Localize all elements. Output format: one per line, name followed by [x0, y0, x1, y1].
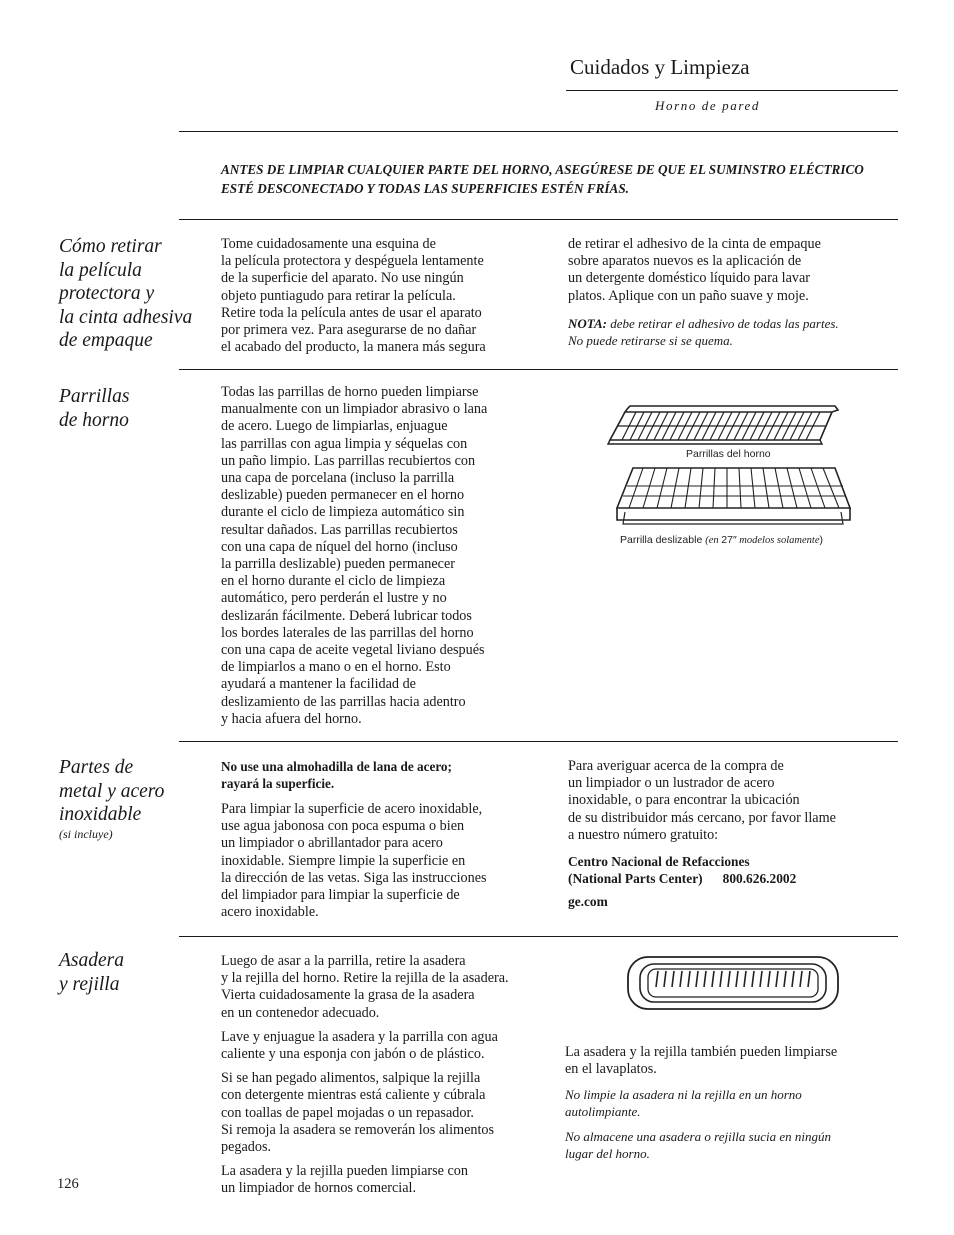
- section-heading-racks: Parrillas de horno: [59, 386, 130, 431]
- pan-dishwasher-text: La asadera y la rejilla también pueden limpiarse en el lavaplatos.: [565, 1044, 838, 1078]
- sliding-rack-caption: Parrilla deslizable (en 27″ modelos solamente): [620, 534, 823, 546]
- section-subheading-steel: (si incluye): [59, 827, 113, 841]
- film-text-col1: Tome cuidadosamente una esquina de la película protectora y despéguela lentamente de la superficie del aparato. No use ningún objeto puntiagudo para retirar la película. Retire toda la película antes de usar el aparato por primera vez. Para asegurarse de no dañar el acabado del producto, la manera más segura: [221, 236, 486, 356]
- section-heading-pan: Asadera y rejilla: [59, 950, 124, 995]
- pan-note-2: No almacene una asadera o rejilla sucia en ningún lugar del horno.: [565, 1129, 831, 1161]
- section-divider: [179, 936, 898, 937]
- website-link[interactable]: ge.com: [568, 894, 608, 909]
- section-divider: [179, 219, 898, 220]
- section-heading-steel: Partes de metal y acero inoxidable: [59, 757, 165, 825]
- phone-number: 800.626.2002: [722, 871, 797, 887]
- steel-warning: No use una almohadilla de lana de acero; rayará la superficie.: [221, 759, 452, 792]
- pan-note-1: No limpie la asadera ni la rejilla en un horno autolimpiante.: [565, 1087, 802, 1119]
- rack-caption: Parrillas del horno: [686, 448, 771, 460]
- film-note: NOTA: debe retirar el adhesivo de todas las partes. No puede retirarse si se quema.: [568, 316, 839, 348]
- section-divider: [179, 741, 898, 742]
- sliding-rack-icon: [605, 464, 855, 530]
- oven-rack-icon: [600, 400, 850, 450]
- parts-center-contact: Centro Nacional de Refacciones (National Parts Center) 800.626.2002: [568, 854, 797, 887]
- page-number: 126: [57, 1176, 79, 1192]
- racks-text: Todas las parrillas de horno pueden limpiarse manualmente con un limpiador abrasivo o lana de acero. Luego de limpiarlas, enjuague las parrillas con agua limpia y séquelas con un paño limpio. Las parrillas recubiertos con una capa de porcelana (incluso la parrilla deslizable) pueden permanecer en el horno durante el ciclo de limpieza automático sin resultar dañados. Las parrillas recubiertos con una capa de níquel del horno (incluso la parrilla deslizable) pueden permanecer en el horno durante el ciclo de limpieza automático, pero perderán el lustre y no deslizarán fácilmente. Deberá lubricar todos los bordes laterales de las parrillas del horno con una capa de aceite vegetal liviano después de limpiarlos a mano o en el horno. Esto ayudará a mantener la facilidad de deslizamiento de las parrillas hacia adentro y hacia afuera del horno.: [221, 384, 488, 727]
- page-subtitle: Horno de pared: [655, 98, 760, 113]
- section-heading-film: Cómo retirar la película protectora y la cinta adhesiva de empaque: [59, 236, 193, 351]
- section-divider: [179, 369, 898, 370]
- header-rule: [566, 90, 898, 91]
- safety-warning: ANTES DE LIMPIAR CUALQUIER PARTE DEL HORNO, ASEGÚRESE DE QUE EL SUMINSTRO ELÉCTRICO ESTÉ DESCONECTADO Y TODAS LAS SUPERFICIES ESTÉN FRÍAS.: [221, 162, 864, 196]
- steel-text-col2: Para averiguar acerca de la compra de un limpiador o un lustrador de acero inoxidable, o para encontrar la ubicación de su distribuidor más cercano, por favor llame a nuestro número gratuito:: [568, 758, 836, 843]
- page-title: Cuidados y Limpieza: [570, 55, 750, 79]
- pan-text: Luego de asar a la parrilla, retire la asadera y la rejilla del horno. Retire la rejilla de la asadera. Vierta cuidadosamente la grasa de la asadera en un contenedor adecuado. Lave y enjuague la asadera y la parrilla con agua caliente y una esponja con jabón o de plástico. Si se han pegado alimentos, salpique la rejilla con detergente mientras está caliente y cúbrala con toallas de papel mojadas o un repasador. Si remoja la asadera se removerán los alimentos pegados. La asadera y la rejilla pueden limpiarse con un limpiador de hornos comercial.: [221, 953, 509, 1197]
- steel-text-col1: Para limpiar la superficie de acero inoxidable, use agua jabonosa con poca espuma o bien un limpiador o abrillantador para acero inoxidable. Siempre limpie la superficie en la dirección de las vetas. Siga las instrucciones del limpiador para limpiar la superficie de acero inoxidable.: [221, 801, 487, 921]
- broiler-pan-icon: [626, 955, 840, 1013]
- film-text-col2: de retirar el adhesivo de la cinta de empaque sobre aparatos nuevos es la aplicación de un detergente doméstico líquido para lavar platos. Aplique con un paño suave y moje.: [568, 236, 821, 304]
- section-divider: [179, 131, 898, 132]
